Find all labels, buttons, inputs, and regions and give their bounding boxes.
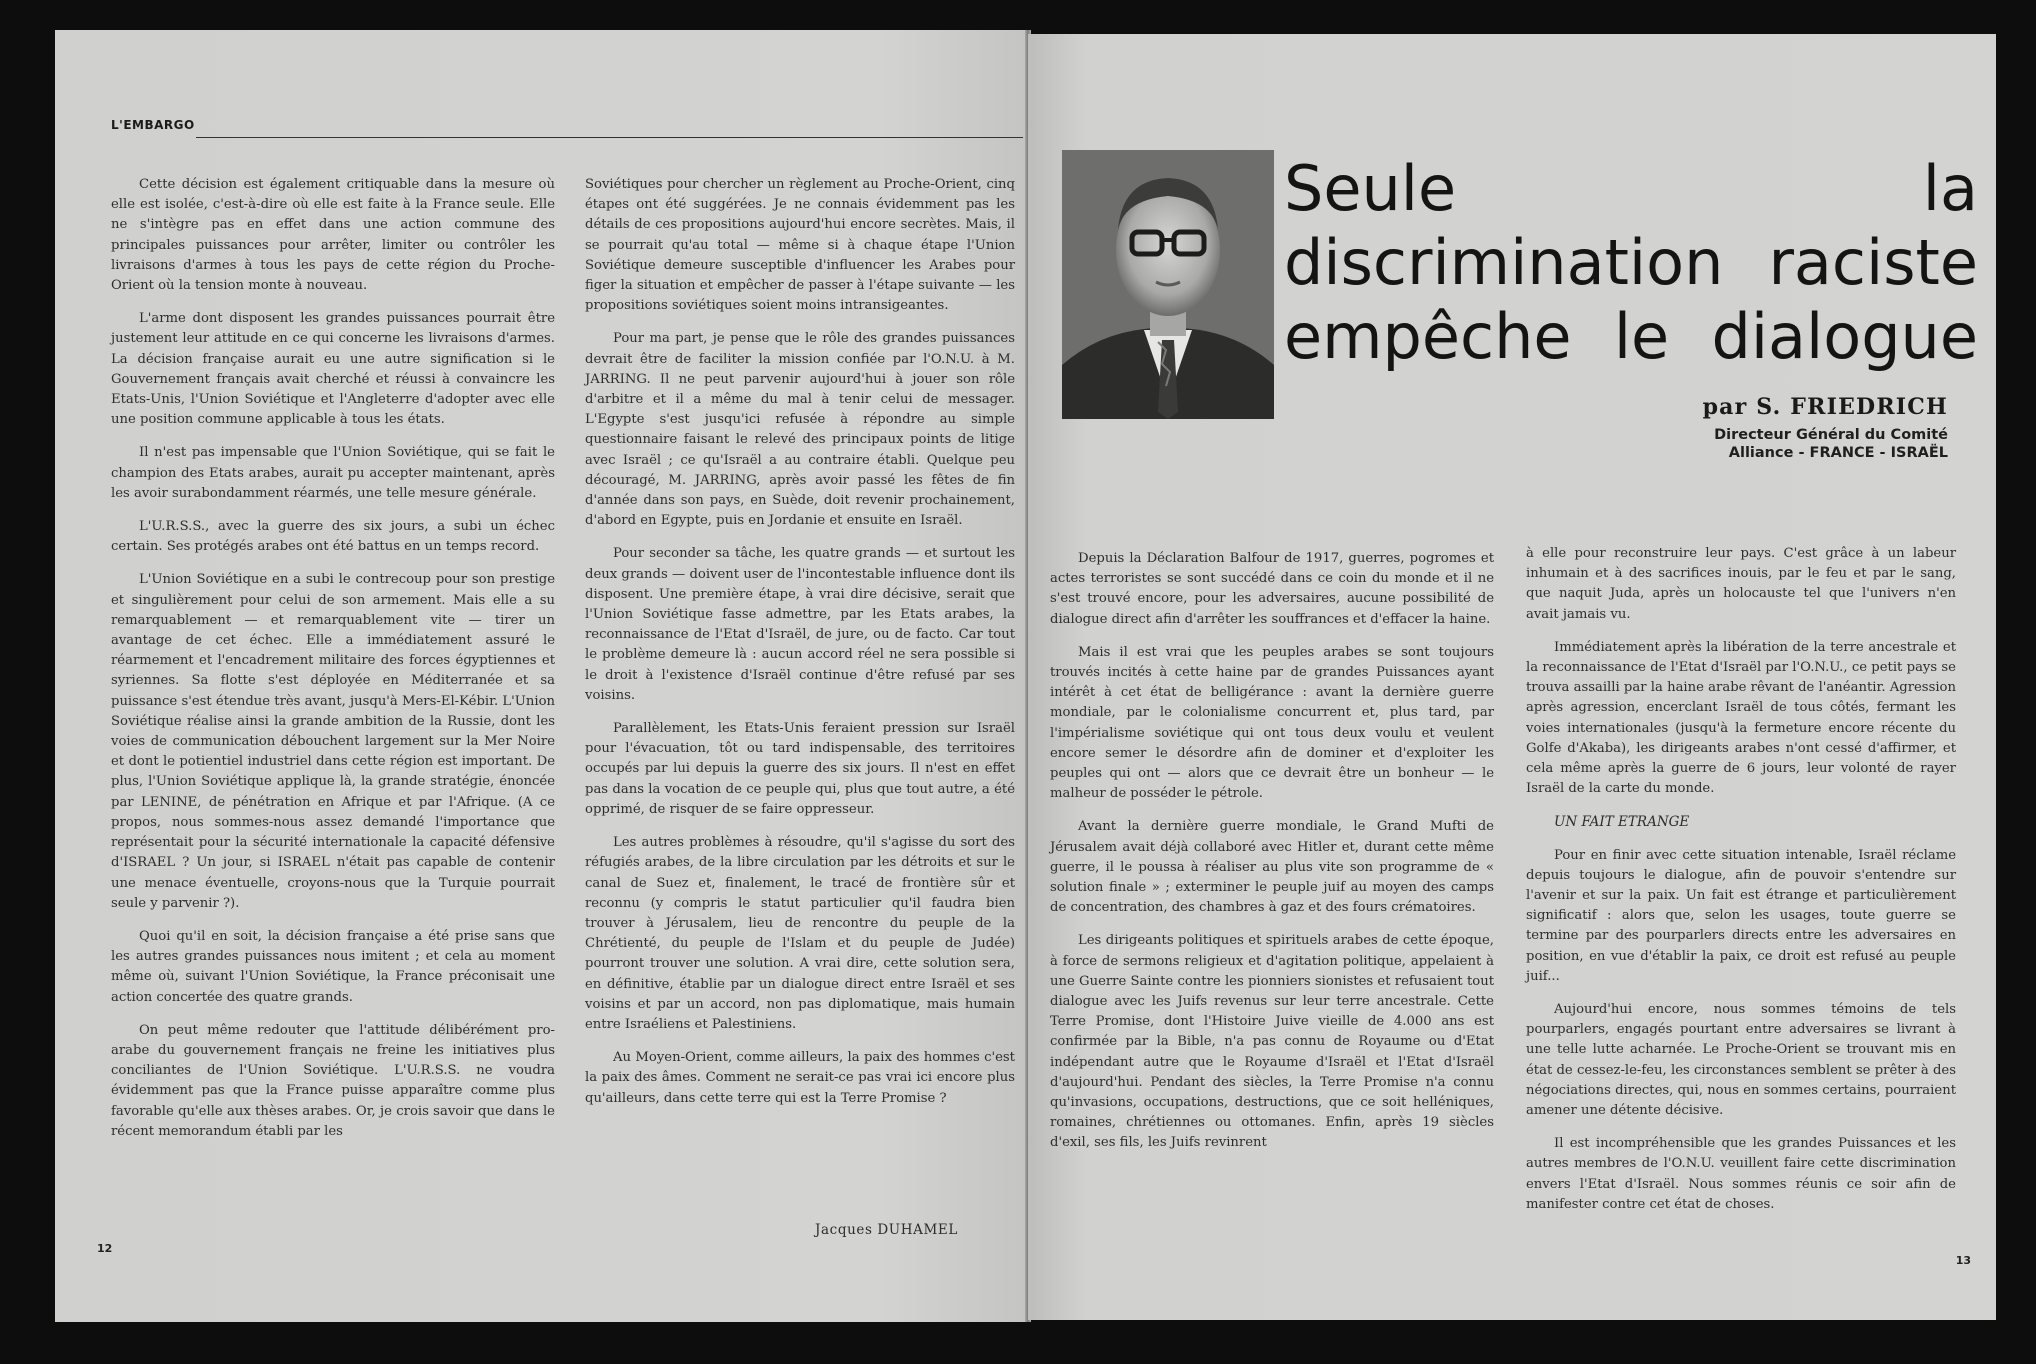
- paragraph: Aujourd'hui encore, nous sommes témoins de tels pourparlers, engagés pourtant entre adversaires se livrant à une telle lutte acharnée. Le Proche-Orient se trouvant mis en état de cessez-le-feu, les circonstances semblent se prêter à des négociations directes, qui, nous en sommes certains, pourraient amener une détente décisive.: [1526, 1002, 1956, 1119]
- paragraph: Les autres problèmes à résoudre, qu'il s'agisse du sort des réfugiés arabes, de la libre circulation par les détroits et sur le canal de Suez et, finalement, le tracé de frontière sûr et reconnu (y compris le statut particulier qu'il faudra bien trouver à Jérusalem, lieu de rencontre du peuple de la Chrétienté, du peuple de l'Islam et du peuple de Judée) pourront trouver une solution. A vrai dire, cette solution sera, en définitive, établie par un dialogue direct entre Israël et ses voisins et par un accord, non pas diplomatique, mais humain entre Israéliens et Palestiniens.: [585, 835, 1015, 1032]
- paragraph: Immédiatement après la libération de la terre ancestrale et la reconnaissance de l'Etat d'Israël par l'O.N.U., ce petit pays se trouva assailli par la haine arabe rêvant de l'anéantir. Agression après agression, encerclant Israël de tous côtés, fermant les voies internationales (jusqu'à la fermeture encore récente du Golfe d'Akaba), les dirigeants arabes n'ont cessé d'affirmer, et cela même après la guerre de 6 jours, leur volonté de rayer Israël de la carte du monde.: [1526, 639, 1956, 797]
- paragraph: Pour seconder sa tâche, les quatre grands — et surtout les deux grands — doivent user de l'incontestable influence dont ils disposent. Une première étape, à vrai dire décisive, serait que l'Union Soviétique fasse admettre, par les Etats arabes, la reconnaissance de l'Etat d'Israël, de jure, ou de facto. Car tout le problème demeure là : aucun accord réel ne sera possible si le droit à l'existence d'Israël continue d'être refusé par ses voisins.: [585, 546, 1015, 703]
- section-subhead: UN FAIT ETRANGE: [1554, 814, 1690, 831]
- paragraph: L'U.R.S.S., avec la guerre des six jours, a subi un échec certain. Ses protégés arabes ont été battus en un temps record.: [111, 519, 555, 555]
- paragraph: à elle pour reconstruire leur pays. C'est grâce à un labeur inhumain et à des sacrifices inouis, par le feu et par le sang, que naquit Juda, après un holocauste tel que l'univers n'en avait jamais vu.: [1526, 546, 1956, 622]
- paragraph: L'arme dont disposent les grandes puissances pourrait être justement leur attitude en ce qui concerne les livraisons d'armes. La décision française aurait eu une autre signification si le Gouvernement français avait cherché et réussi à convaincre les Etats-Unis, l'Union Soviétique et l'Angleterre d'adopter avec elle une position commune applicable à tous les états.: [111, 311, 555, 428]
- article-byline: par S. FRIEDRICH: [1702, 394, 1948, 420]
- paragraph: Mais il est vrai que les peuples arabes se sont toujours trouvés incités à cette haine par de grandes Puissances ayant intérêt à cet état de belligérance : avant la dernière guerre mondiale, par le colonialisme concurrent et, plus tard, par l'impérialisme soviétique qui ont tous deux voulu et veulent encore semer le désordre afin de dominer et d'exploiter les peuples qui ont — alors que ce devrait être un bonheur — le malheur de posséder le pétrole.: [1050, 644, 1494, 802]
- article-column-left-1: [111, 175, 555, 1155]
- paragraph: Soviétiques pour chercher un règlement au Proche-Orient, cinq étapes ont été suggérées. Je ne connais évidemment pas les détails de ces propositions aujourd'hui encore secrètes. Mais, il se pourrait qu'au total — même si à chaque étape l'Union Soviétique demeure susceptible d'influencer les Arabes pour figer la situation et empêcher de passer à l'étape suivante — les propositions soviétiques soient moins intransigeantes.: [585, 177, 1015, 314]
- author-role-line: Alliance - FRANCE - ISRAËL: [1728, 445, 1948, 461]
- paragraph: Depuis la Déclaration Balfour de 1917, guerres, pogromes et actes terroristes se sont succédé dans ce coin du monde et il ne s'est trouvé encore, pour les adversaires, aucune possibilité de dialogue direct afin d'arrêter les souffrances et d'effacer la haine.: [1050, 551, 1494, 627]
- paragraph: Cette décision est également critiquable dans la mesure où elle est isolée, c'est-à-dire où elle est faite à la France seule. Elle ne s'intègre pas en effet dans une action commune des principales puissances pour arrêter, limiter ou contrôler les livraisons d'armes à tous les pays de cette région du Proche-Orient où la tension monte à nouveau.: [111, 177, 555, 294]
- paragraph: Parallèlement, les Etats-Unis feraient pression sur Israël pour l'évacuation, tôt ou tard indispensable, des territoires occupés par lui depuis la guerre des six jours. Il n'est en effet pas dans la vocation de ce peuple qui, plus que tout autre, a été opprimé, de risquer de se faire oppresseur.: [585, 721, 1015, 817]
- page-number: 13: [1955, 1254, 1971, 1267]
- paragraph: Il n'est pas impensable que l'Union Soviétique, qui se fait le champion des Etats arabes, aurait pu accepter maintenant, après les avoir surabondamment réarmés, une telle mesure générale.: [111, 445, 555, 501]
- header-rule: [196, 137, 1023, 138]
- paragraph: L'Union Soviétique en a subi le contrecoup pour son prestige et singulièrement pour celui de son armement. Mais elle a su remarquablement — et remarquablement vite — tirer un avantage de cet échec. Elle a immédiatement assuré le réarmement et l'encadrement militaire des forces égyptiennes et syriennes. Sa flotte s'est déployée en Méditerranée et sa puissance s'est étendue très avant, jusqu'à Mers-El-Kébir. L'Union Soviétique réalise ainsi la grande ambition de la Russie, dont les voies de communication débouchent largement sur la Mer Noire et dont le potientiel industriel dans cette région est important. De plus, l'Union Soviétique applique là, la grande stratégie, énoncée par LENINE, de pénétration en Afrique et par l'Afrique. (A ce propos, nous sommes-nous assez demandé l'importance que représentait pour la sécurité internationale la capacité défensive d'ISRAEL ? Un jour, si ISRAEL n'était pas capable de contenir une menace éventuelle, croyons-nous que la Turquie pourrait seule y parvenir ?).: [111, 572, 555, 911]
- article-title: [1284, 152, 1978, 374]
- author-role: [1714, 426, 1948, 462]
- article-column-right-2: [1526, 544, 1956, 1228]
- article-column-right-1: [1050, 549, 1494, 1167]
- portrait-illustration: [1062, 150, 1274, 419]
- author-role-line: Directeur Général du Comité: [1714, 427, 1948, 443]
- article-column-left-2: [585, 175, 1015, 1122]
- title-line: empêche le dialogue: [1284, 300, 1978, 373]
- paragraph: Au Moyen-Orient, comme ailleurs, la paix des hommes c'est la paix des âmes. Comment ne serait-ce pas vrai ici encore plus qu'ailleurs, dans cette terre qui est la Terre Promise ?: [585, 1050, 1015, 1106]
- page-number: 12: [97, 1242, 113, 1255]
- right-page: [1028, 34, 1996, 1320]
- paragraph: On peut même redouter que l'attitude délibérément pro-arabe du gouvernement français ne freine les initiatives plus conciliantes de l'Union Soviétique. L'U.R.S.S. ne voudra évidemment pas que la France puisse apparaître comme plus favorable qu'elle aux thèses arabes. Or, je crois savoir que dans le récent memorandum établi par les: [111, 1022, 555, 1139]
- running-head: L'EMBARGO: [111, 118, 195, 132]
- title-line: Seule la: [1284, 152, 1978, 225]
- paragraph: Pour en finir avec cette situation intenable, Israël réclame depuis toujours le dialogue, afin de pouvoir s'entendre sur l'avenir et sur la paix. Un fait est étrange et particulièrement significatif : alors que, selon les usages, toute guerre se termine par des pourparlers directs entre les adversaires en position, en vue d'établir la paix, ce droit est refusé au peuple juif...: [1526, 847, 1956, 984]
- paragraph: Avant la dernière guerre mondiale, le Grand Mufti de Jérusalem avait déjà collaboré avec Hitler et, durant cette même guerre, il le poussa à réaliser au plus vite son programme de « solution finale » ; exterminer le peuple juif au moyen des camps de concentration, des chambres à gaz et des fours crématoires.: [1050, 819, 1494, 916]
- paragraph: Pour ma part, je pense que le rôle des grandes puissances devrait être de faciliter la mission confiée par l'O.N.U. à M. JARRING. Il ne peut parvenir aujourd'hui à jouer son rôle d'arbitre et il a même du mal à tenir celui de messager. L'Egypte s'est jusqu'ici refusée à répondre au simple questionnaire faisant le relevé des principaux points de litige avec Israël ; ce qu'Israël a au contraire établi. Quelque peu découragé, M. JARRING, après avoir passé les fêtes de fin d'année dans son pays, en Suède, doit revenir prochainement, d'abord en Egypte, puis en Jordanie et ensuite en Israël.: [585, 331, 1015, 529]
- author-signature: Jacques DUHAMEL: [815, 1222, 958, 1238]
- left-page: [55, 30, 1028, 1322]
- title-line: discrimination raciste: [1284, 226, 1978, 299]
- paragraph: Les dirigeants politiques et spirituels arabes de cette époque, à force de sermons religieux et d'agitation politique, appelaient à une Guerre Sainte contre les pionniers sionistes et refusaient tout dialogue avec les Juifs revenus sur leur terre ancestrale. Cette Terre Promise, dont l'Histoire Juive vieille de 4.000 ans est confirmée par la Bible, n'a pas connu de Royaume ou d'Etat indépendant autre que le Royaume d'Israël et l'Etat d'Israël d'aujourd'hui. Pendant des siècles, la Terre Promise n'a connu qu'invasions, occupations, destructions, que ce soit helléniques, romaines, chrétiennes ou ottomanes. Enfin, après 19 siècles d'exil, ses fils, les Juifs revinrent: [1050, 933, 1494, 1151]
- paragraph: Quoi qu'il en soit, la décision française a été prise sans que les autres grandes puissances nous imitent ; et cela au moment même où, suivant l'Union Soviétique, la France préconisait une action concertée des quatre grands.: [111, 928, 555, 1005]
- paragraph: Il est incompréhensible que les grandes Puissances et les autres membres de l'O.N.U. veuillent faire cette discrimination envers l'Etat d'Israël. Nous sommes réunis ce soir afin de manifester contre cet état de choses.: [1526, 1136, 1956, 1212]
- author-portrait-photo: [1062, 150, 1274, 419]
